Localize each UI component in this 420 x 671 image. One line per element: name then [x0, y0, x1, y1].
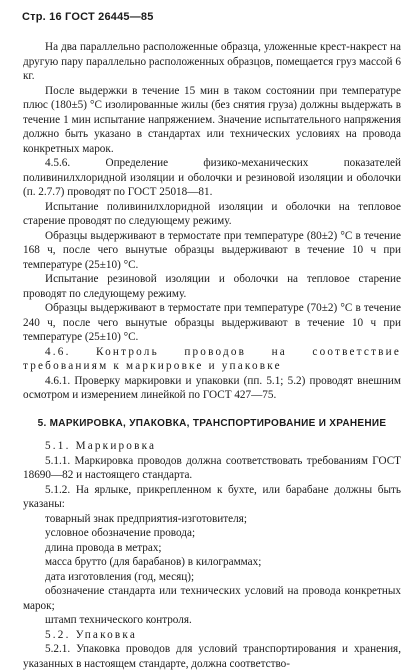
paragraph-load-placement: На два параллельно расположенные образца, уложенные крест-накрест на другую пару параллельно расположенных образцов, помещается груз массой 6 кг.	[23, 41, 401, 82]
list-item: дата изготовления (год, месяц);	[45, 570, 195, 583]
paragraph-rubber-aging: Испытание резиновой изоляции и оболочки на тепловое старение проводят по следующему режиму.	[23, 273, 401, 300]
clause-5-1-1: 5.1.1. Маркировка проводов должна соответствовать требованиям ГОСТ 18690—82 и настоящего стандарта.	[23, 454, 401, 481]
document-body	[23, 40, 401, 671]
clause-4-5-6: 4.5.6. Определение физико-механических показателей поливинилхлоридной изоляции и оболочки и резиновой изоляции и оболочки (п. 2.7.7) проводят по ГОСТ 25018—81.	[23, 157, 401, 198]
clause-4-6-1: 4.6.1. Проверку маркировки и упаковки (пп. 5.1; 5.2) проводят внешним осмотром и измерением линейкой по ГОСТ 427—75.	[23, 374, 401, 401]
section-5-title: 5. МАРКИРОВКА, УПАКОВКА, ТРАНСПОРТИРОВАНИЕ И ХРАНЕНИЕ	[37, 417, 387, 429]
list-item: товарный знак предприятия-изготовителя;	[45, 512, 247, 525]
label-items-list	[23, 512, 401, 628]
list-item: условное обозначение провода;	[45, 527, 196, 539]
list-item: длина провода в метрах;	[45, 541, 162, 554]
list-item: штамп технического контроля.	[45, 614, 192, 626]
clause-5-2-1: 5.2.1. Упаковка проводов для условий транспортирования и хранения, указанных в настоящем стандарте, должна соответство-	[23, 643, 401, 670]
paragraph-hold-test: После выдержки в течение 15 мин в таком состоянии при температуре плюс (180±5) °С изолированные жилы (без снятия груза) должны выдержать в течение 1 мин испытание напряжением. Значение испытательного напряжения должно быть указано в стандартах или технических условиях на провода конкретных марок.	[23, 84, 401, 155]
clause-5-1-2: 5.1.2. На ярлыке, прикрепленном к бухте, или барабане должны быть указаны:	[23, 483, 401, 510]
paragraph-pvc-thermostat: Образцы выдерживают в термостате при температуре (80±2) °С в течение 168 ч, после чего вынутые образцы выдерживают в течение 10 ч при температуре (25±10) °С.	[23, 229, 401, 271]
list-item: обозначение стандарта или технических условий на провода конкретных марок;	[23, 585, 401, 612]
paragraph-pvc-aging: Испытание поливинилхлоридной изоляции и оболочки на тепловое старение проводят по следующему режиму.	[23, 200, 401, 227]
list-item: масса брутто (для барабанов) в килограммах;	[45, 556, 262, 568]
paragraph-rubber-thermostat: Образцы выдерживают в термостате при температуре (70±2) °С в течение 240 ч, после чего вынутые образцы выдерживают в течение 10 ч при температуре (25±10) °С.	[23, 302, 401, 343]
clause-4-6-title: 4.6. Контроль проводов на соответствие требованиям к маркировке и упаковке	[23, 345, 401, 372]
page-header: Стр. 16 ГОСТ 26445—85	[22, 11, 154, 23]
subsection-5-2-title: 5.2. Упаковка	[45, 628, 138, 641]
subsection-5-1-title: 5.1. Маркировка	[45, 440, 157, 452]
